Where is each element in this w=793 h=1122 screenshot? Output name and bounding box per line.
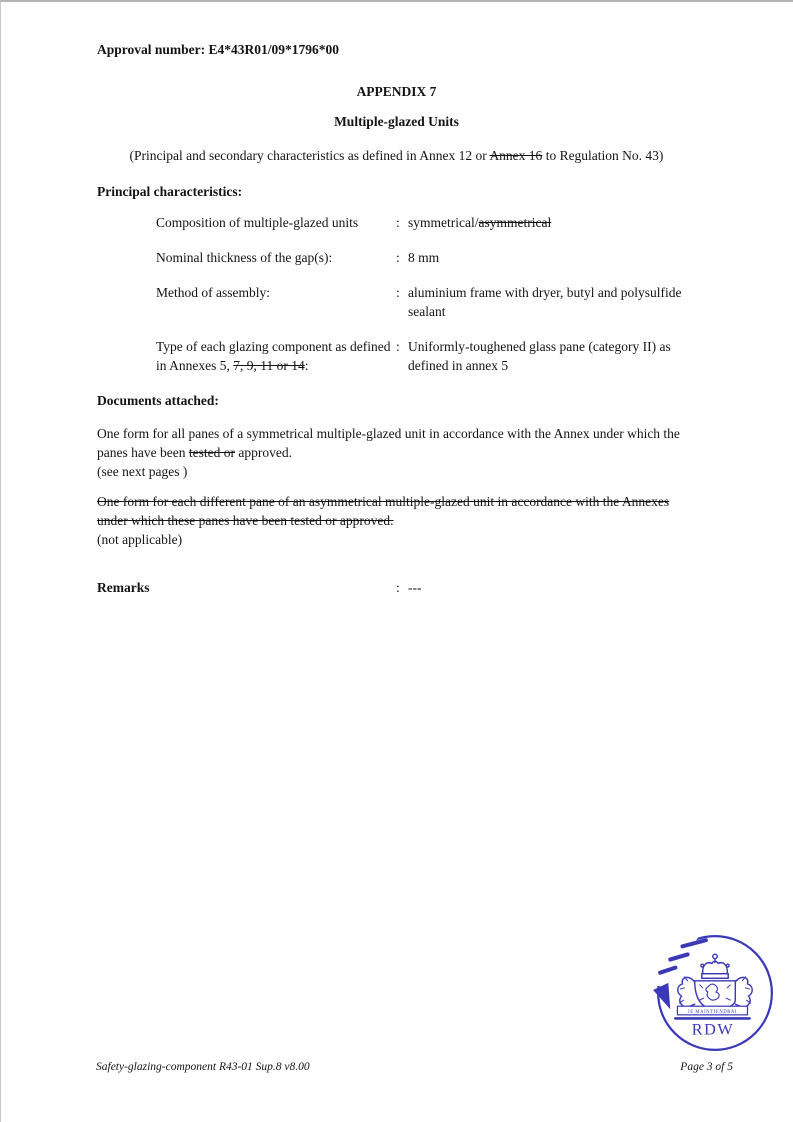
text-segment: symmetrical/ xyxy=(408,215,479,230)
documents-paragraph-symmetrical xyxy=(97,424,699,462)
remarks-value: --- xyxy=(408,580,422,595)
characteristic-label xyxy=(156,283,396,321)
page-content xyxy=(1,2,793,597)
remarks-row xyxy=(97,578,696,597)
struck-text: One form for each different pane of an asymmetrical multiple-glazed unit in accordance with the Annexes under which these panes have been tested or approved. xyxy=(97,494,670,528)
characteristic-value xyxy=(408,248,704,267)
page-footer xyxy=(96,1058,733,1077)
text-segment: 8 mm xyxy=(408,250,440,265)
characteristic-label xyxy=(156,213,396,232)
characteristics-table xyxy=(156,213,696,375)
rdw-label: RDW xyxy=(691,1020,735,1039)
see-next-pages-note: (see next pages ) xyxy=(97,464,188,479)
characteristic-row-gap-thickness xyxy=(156,248,696,267)
text-segment: aluminium frame with dryer, butyl and polysulfide sealant xyxy=(408,285,682,319)
documents-attached-heading: Documents attached: xyxy=(97,393,219,408)
colon-separator: : xyxy=(396,580,400,595)
characteristic-label xyxy=(156,337,396,375)
annex-note xyxy=(97,146,696,165)
text-segment: Method of assembly: xyxy=(156,285,270,300)
text-segment: to Regulation No. 43) xyxy=(542,148,664,163)
rdw-stamp-icon xyxy=(649,929,781,1056)
text-segment: (Principal and secondary characteristics as defined in Annex 12 or xyxy=(129,148,490,163)
characteristic-row-glazing-type xyxy=(156,337,696,375)
page-subtitle: Multiple-glazed Units xyxy=(334,114,459,129)
text-segment: : xyxy=(304,358,309,373)
colon-separator: : xyxy=(396,339,400,354)
principal-characteristics-heading: Principal characteristics: xyxy=(97,184,243,199)
crown-icon xyxy=(701,954,729,978)
struck-text: Annex 16 xyxy=(489,148,543,163)
text-segment: approved. xyxy=(234,445,292,460)
text-segment: Uniformly-toughened glass pane (category II) as defined in annex 5 xyxy=(408,339,671,373)
characteristic-row-assembly-method xyxy=(156,283,696,321)
text-segment: One form for all panes of a symmetrical multiple-glazed unit in accordance with the Annex under which the panes have been xyxy=(97,426,680,460)
struck-text: 7, 9, 11 or 14 xyxy=(233,358,305,373)
remarks-label: Remarks xyxy=(97,580,150,595)
colon-separator: : xyxy=(396,250,400,265)
characteristic-value xyxy=(408,337,704,375)
footer-document-reference: Safety-glazing-component R43-01 Sup.8 v8.00 xyxy=(96,1061,310,1073)
characteristic-label xyxy=(156,248,396,267)
documents-paragraph-asymmetrical xyxy=(97,492,699,530)
rdw-stamp-logo xyxy=(649,929,781,1056)
stamp-wedge xyxy=(653,983,670,1009)
approval-number-line xyxy=(97,40,696,59)
characteristic-value xyxy=(408,213,704,232)
characteristic-value xyxy=(408,283,704,321)
not-applicable-note: (not applicable) xyxy=(97,532,183,547)
approval-number: E4*43R01/09*1796*00 xyxy=(208,42,340,57)
colon-separator: : xyxy=(396,285,400,300)
text-segment: Nominal thickness of the gap(s): xyxy=(156,250,333,265)
characteristic-row-composition xyxy=(156,213,696,232)
motto-text: JE MAINTIENDRAI xyxy=(687,1009,738,1015)
text-segment: Composition of multiple-glazed units xyxy=(156,215,359,230)
footer-page-number: Page 3 of 5 xyxy=(680,1061,733,1073)
page-title: APPENDIX 7 xyxy=(356,84,437,99)
colon-separator: : xyxy=(396,215,400,230)
approval-label: Approval number: xyxy=(97,42,206,57)
struck-text: asymmetrical xyxy=(478,215,552,230)
text-segment: Type of each glazing component as defined in Annexes 5, xyxy=(156,339,391,373)
struck-text: tested or xyxy=(188,445,235,460)
